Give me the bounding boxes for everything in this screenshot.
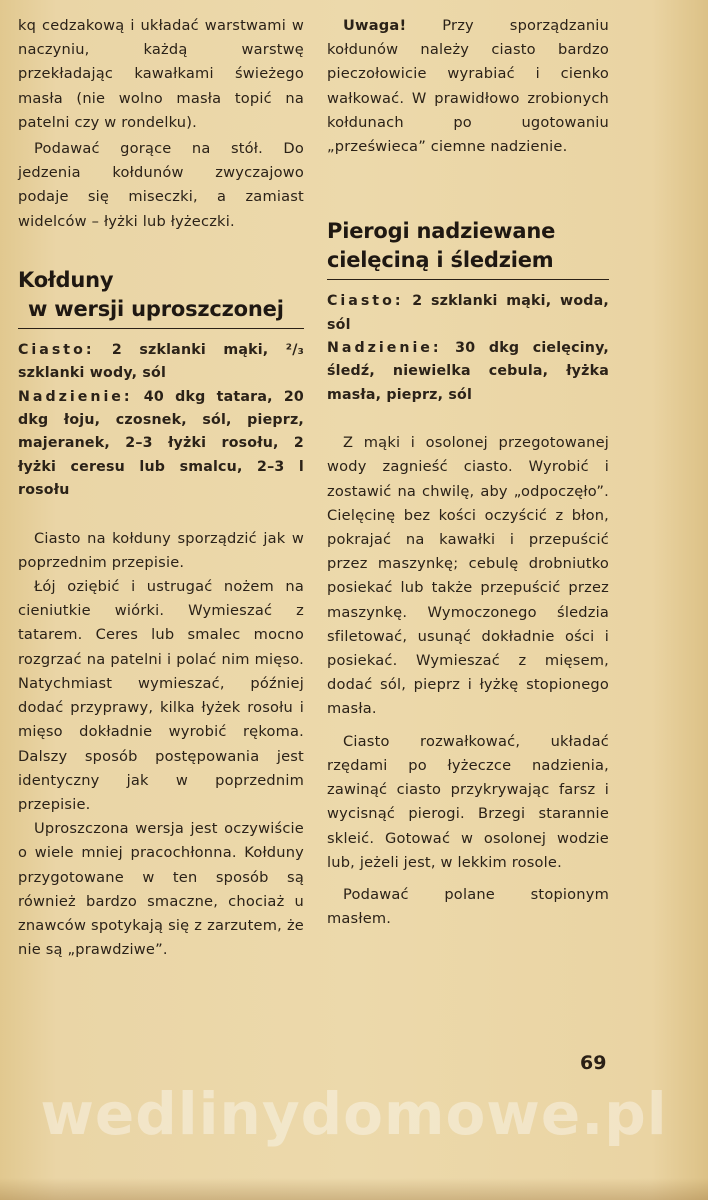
note-text: Przy sporządzaniu kołdunów należy ciasto bardzo pieczołowicie wyrabiać i cienko wałkować. W prawidłowo zrobionych kołdunach po ugotowaniu „prześwieca” ciemne nadzienie. [327, 17, 610, 156]
right-paragraph-1: Z mąki i osolonej przegotowanej wody zagnieść ciasto. Wyrobić i zostawić na chwilę, aby „odpoczęło”. Cielęcinę bez kości oczyścić z błon, pokrajać na kawałki i przepuścić przez maszynkę; cebulę drobniutko posiekać lub także przepuścić przez maszynkę. Wymoczonego śledzia sfiletować, usunąć dokładnie ości i posiekać. Wymieszać z mięsem, dodać sól, pieprz i łyżkę stopionego masła. [327, 434, 609, 718]
left-paragraph-1: kq cedzakową i układać warstwami w naczyniu, każdą warstwę przekładając kawałkami świeżego masła (nie wolno masła topić na patelni czy w rondelku). [18, 17, 304, 131]
recipe-title-pierogi [327, 217, 609, 275]
recipe-title-koldunyy [18, 266, 304, 324]
left-paragraph-3: Ciasto na kołduny sporządzić jak w poprzednim przepisie. [18, 529, 304, 571]
title-line-2: cielęciną i śledziem [327, 248, 554, 273]
watermark: wedlinydomowe.pl [40, 1080, 668, 1148]
note-label: Uwaga! [343, 17, 407, 34]
title-line-1: Kołduny [18, 267, 114, 292]
left-paragraph-2: Podawać gorące na stół. Do jedzenia kołdunów zwyczajowo podaje się miseczki, a zamiast widelców – łyżki lub łyżeczki. [18, 140, 304, 230]
ingredients-ciasto: Ciasto: 2 szklanki mąki, ²/₃ szklanki wody, sól [18, 341, 304, 382]
page-number: 69 [580, 1052, 607, 1074]
page-edge [0, 1178, 708, 1200]
right-paragraph-3: Podawać polane stopionym masłem. [327, 885, 609, 928]
right-column [327, 14, 609, 931]
ingredients-block [18, 339, 304, 503]
left-column [18, 14, 304, 962]
ingredients-ciasto: Ciasto: 2 szklanki mąki, woda, sól [327, 293, 609, 333]
title-line-2: w wersji uproszczonej [28, 296, 284, 321]
title-rule [18, 328, 304, 329]
title-line-1: Pierogi nadziewane [327, 219, 556, 244]
ingredients-nadzienie: Nadzienie: 30 dkg cielęciny, śledź, niewielka cebula, łyżka masła, pieprz, sól [327, 340, 610, 403]
left-paragraph-5: Uproszczona wersja jest oczywiście o wiele mniej pracochłonna. Kołduny przygotowane w ten sposób są również bardzo smaczne, chociaż u znawców spotykają się z zarzutem, że nie są „prawdziwe”. [18, 820, 304, 959]
left-paragraph-4: Łój oziębić i ustrugać nożem na cieniutkie wiórki. Wymieszać z tatarem. Ceres lub smalec mocno rozgrzać na patelni i polać nim mięso. Natychmiast wymieszać, później dodać przyprawy, kilka łyżek rosołu i mięso dokładnie wyrobić rękoma. Dalszy sposób postępowania jest identyczny jak w poprzednim przepisie. [18, 578, 304, 813]
ingredients-block [327, 290, 609, 407]
title-rule [327, 279, 609, 280]
ingredients-nadzienie: Nadzienie: 40 dkg tatara, 20 dkg łoju, czosnek, sól, pieprz, majeranek, 2–3 łyżki rosołu, 2 łyżki ceresu lub smalcu, 2–3 l rosołu [18, 388, 304, 499]
right-paragraph-2: Ciasto rozwałkować, układać rzędami po łyżeczce nadzienia, zawinąć ciasto przykrywając farsz i wycisnąć pierogi. Brzegi starannie skleić. Gotować w osolonej wodzie lub, jeżeli jest, w lekkim rosole. [327, 732, 609, 871]
note-paragraph [327, 14, 609, 159]
